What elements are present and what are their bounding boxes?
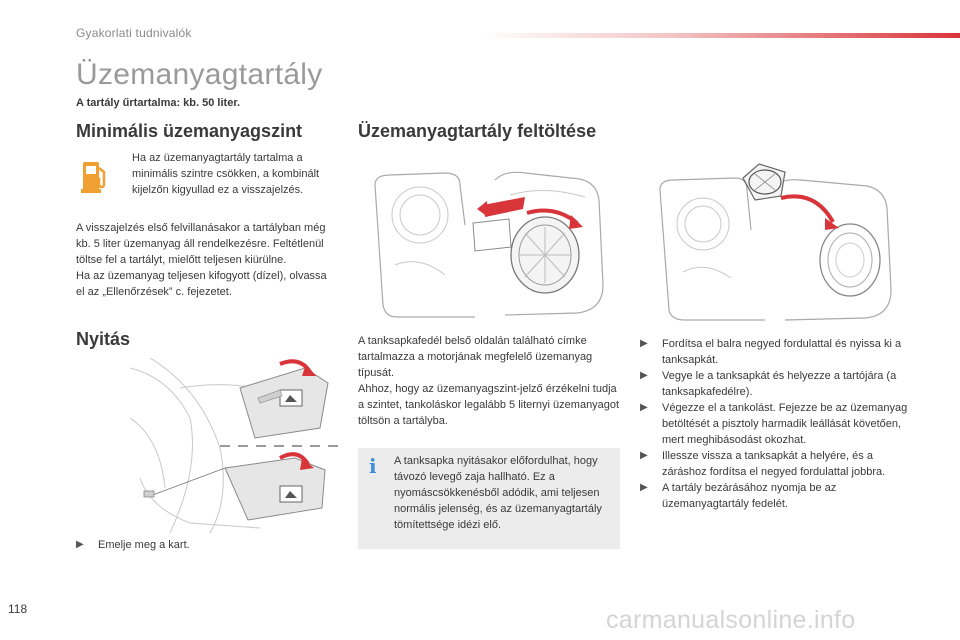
filling-step-text: Vegye le a tanksapkát és helyezze a tartójára (a tanksapkafedélre).	[662, 370, 897, 398]
watermark: carmanualsonline.info	[606, 606, 856, 634]
list-item	[640, 400, 910, 448]
tank-capacity: A tartály űrtartalma: kb. 50 liter.	[76, 97, 241, 109]
filling-heading: Üzemanyagtartály feltöltése	[358, 121, 597, 141]
page-number: 118	[8, 602, 28, 616]
step-bullet-icon: ▶	[640, 482, 648, 493]
opening-steps	[76, 537, 336, 553]
list-item	[640, 448, 910, 480]
list-item	[640, 336, 910, 368]
step-bullet-icon: ▶	[640, 370, 648, 381]
list-item	[640, 480, 910, 512]
list-item	[640, 368, 910, 400]
fuel-cap-holder-illustration	[655, 160, 900, 325]
page-title: Üzemanyagtartály	[76, 58, 323, 91]
list-item	[76, 537, 336, 553]
fuel-type-paragraph-1: A tanksapkafedél belső oldalán található címke tartalmazza a motorjának megfelelő üzemanyag típusát.	[358, 335, 593, 379]
info-box	[358, 448, 620, 549]
filling-steps	[640, 336, 910, 512]
step-bullet-icon: ▶	[640, 450, 648, 461]
fuel-type-label-text	[358, 333, 620, 429]
warning-light-text: Ha az üzemanyagtartály tartalma a minimális szintre csökken, a kombinált kijelzőn kigyullad ez a visszajelzés.	[132, 152, 320, 196]
minimum-level-paragraph-2: Ha az üzemanyag teljesen kifogyott (dízel), olvassa el az „Ellenőrzések” c. fejezetet.	[76, 270, 327, 298]
fuel-pump-icon	[80, 158, 110, 194]
opening-step-text: Emelje meg a kart.	[98, 539, 190, 551]
opening-heading: Nyitás	[76, 329, 131, 349]
step-bullet-icon: ▶	[76, 539, 84, 550]
fuel-cap-turning-illustration	[365, 165, 615, 325]
minimum-level-text	[76, 220, 338, 300]
fuel-flap-lever-illustration	[130, 358, 340, 533]
filling-step-text: Fordítsa el balra negyed fordulattal és nyissa ki a tanksapkát.	[662, 338, 902, 366]
minimum-level-heading: Minimális üzemanyagszint	[76, 121, 303, 141]
minimum-level-paragraph-1: A visszajelzés első felvillanásakor a tartályban még kb. 5 liter üzemanyag áll rendelkezésre. Feltétlenül töltse fel a tartályt, mielőtt teljesen kiürülne.	[76, 222, 326, 266]
step-bullet-icon: ▶	[640, 402, 648, 413]
header-accent-bar	[480, 33, 960, 38]
info-text: A tanksapka nyitásakor előfordulhat, hogy távozó levegő zaja hallható. Ez a nyomáscsökkenésből adódik, ami teljesen normális jelenség, és az üzemanyagtartály tömítettsége idézi elő.	[394, 455, 602, 531]
filling-step-text: A tartály bezárásához nyomja be az üzemanyagtartály fedelét.	[662, 482, 837, 510]
step-bullet-icon: ▶	[640, 338, 648, 349]
filling-step-text: Végezze el a tankolást. Fejezze be az üzemanyag betöltését a pisztoly harmadik leállását követően, mert meghibásodást okozhat.	[662, 402, 908, 446]
info-icon: i	[369, 454, 377, 478]
fuel-type-paragraph-2: Ahhoz, hogy az üzemanyagszint-jelző érzékelni tudja a szintet, tankoláskor legalább 5 liternyi üzemanyagot töltsön a tartályba.	[358, 383, 620, 427]
filling-step-text: Illessze vissza a tanksapkát a helyére, és a záráshoz fordítsa el negyed fordulattal jobbra.	[662, 450, 886, 478]
chapter-label: Gyakorlati tudnivalók	[76, 26, 192, 40]
